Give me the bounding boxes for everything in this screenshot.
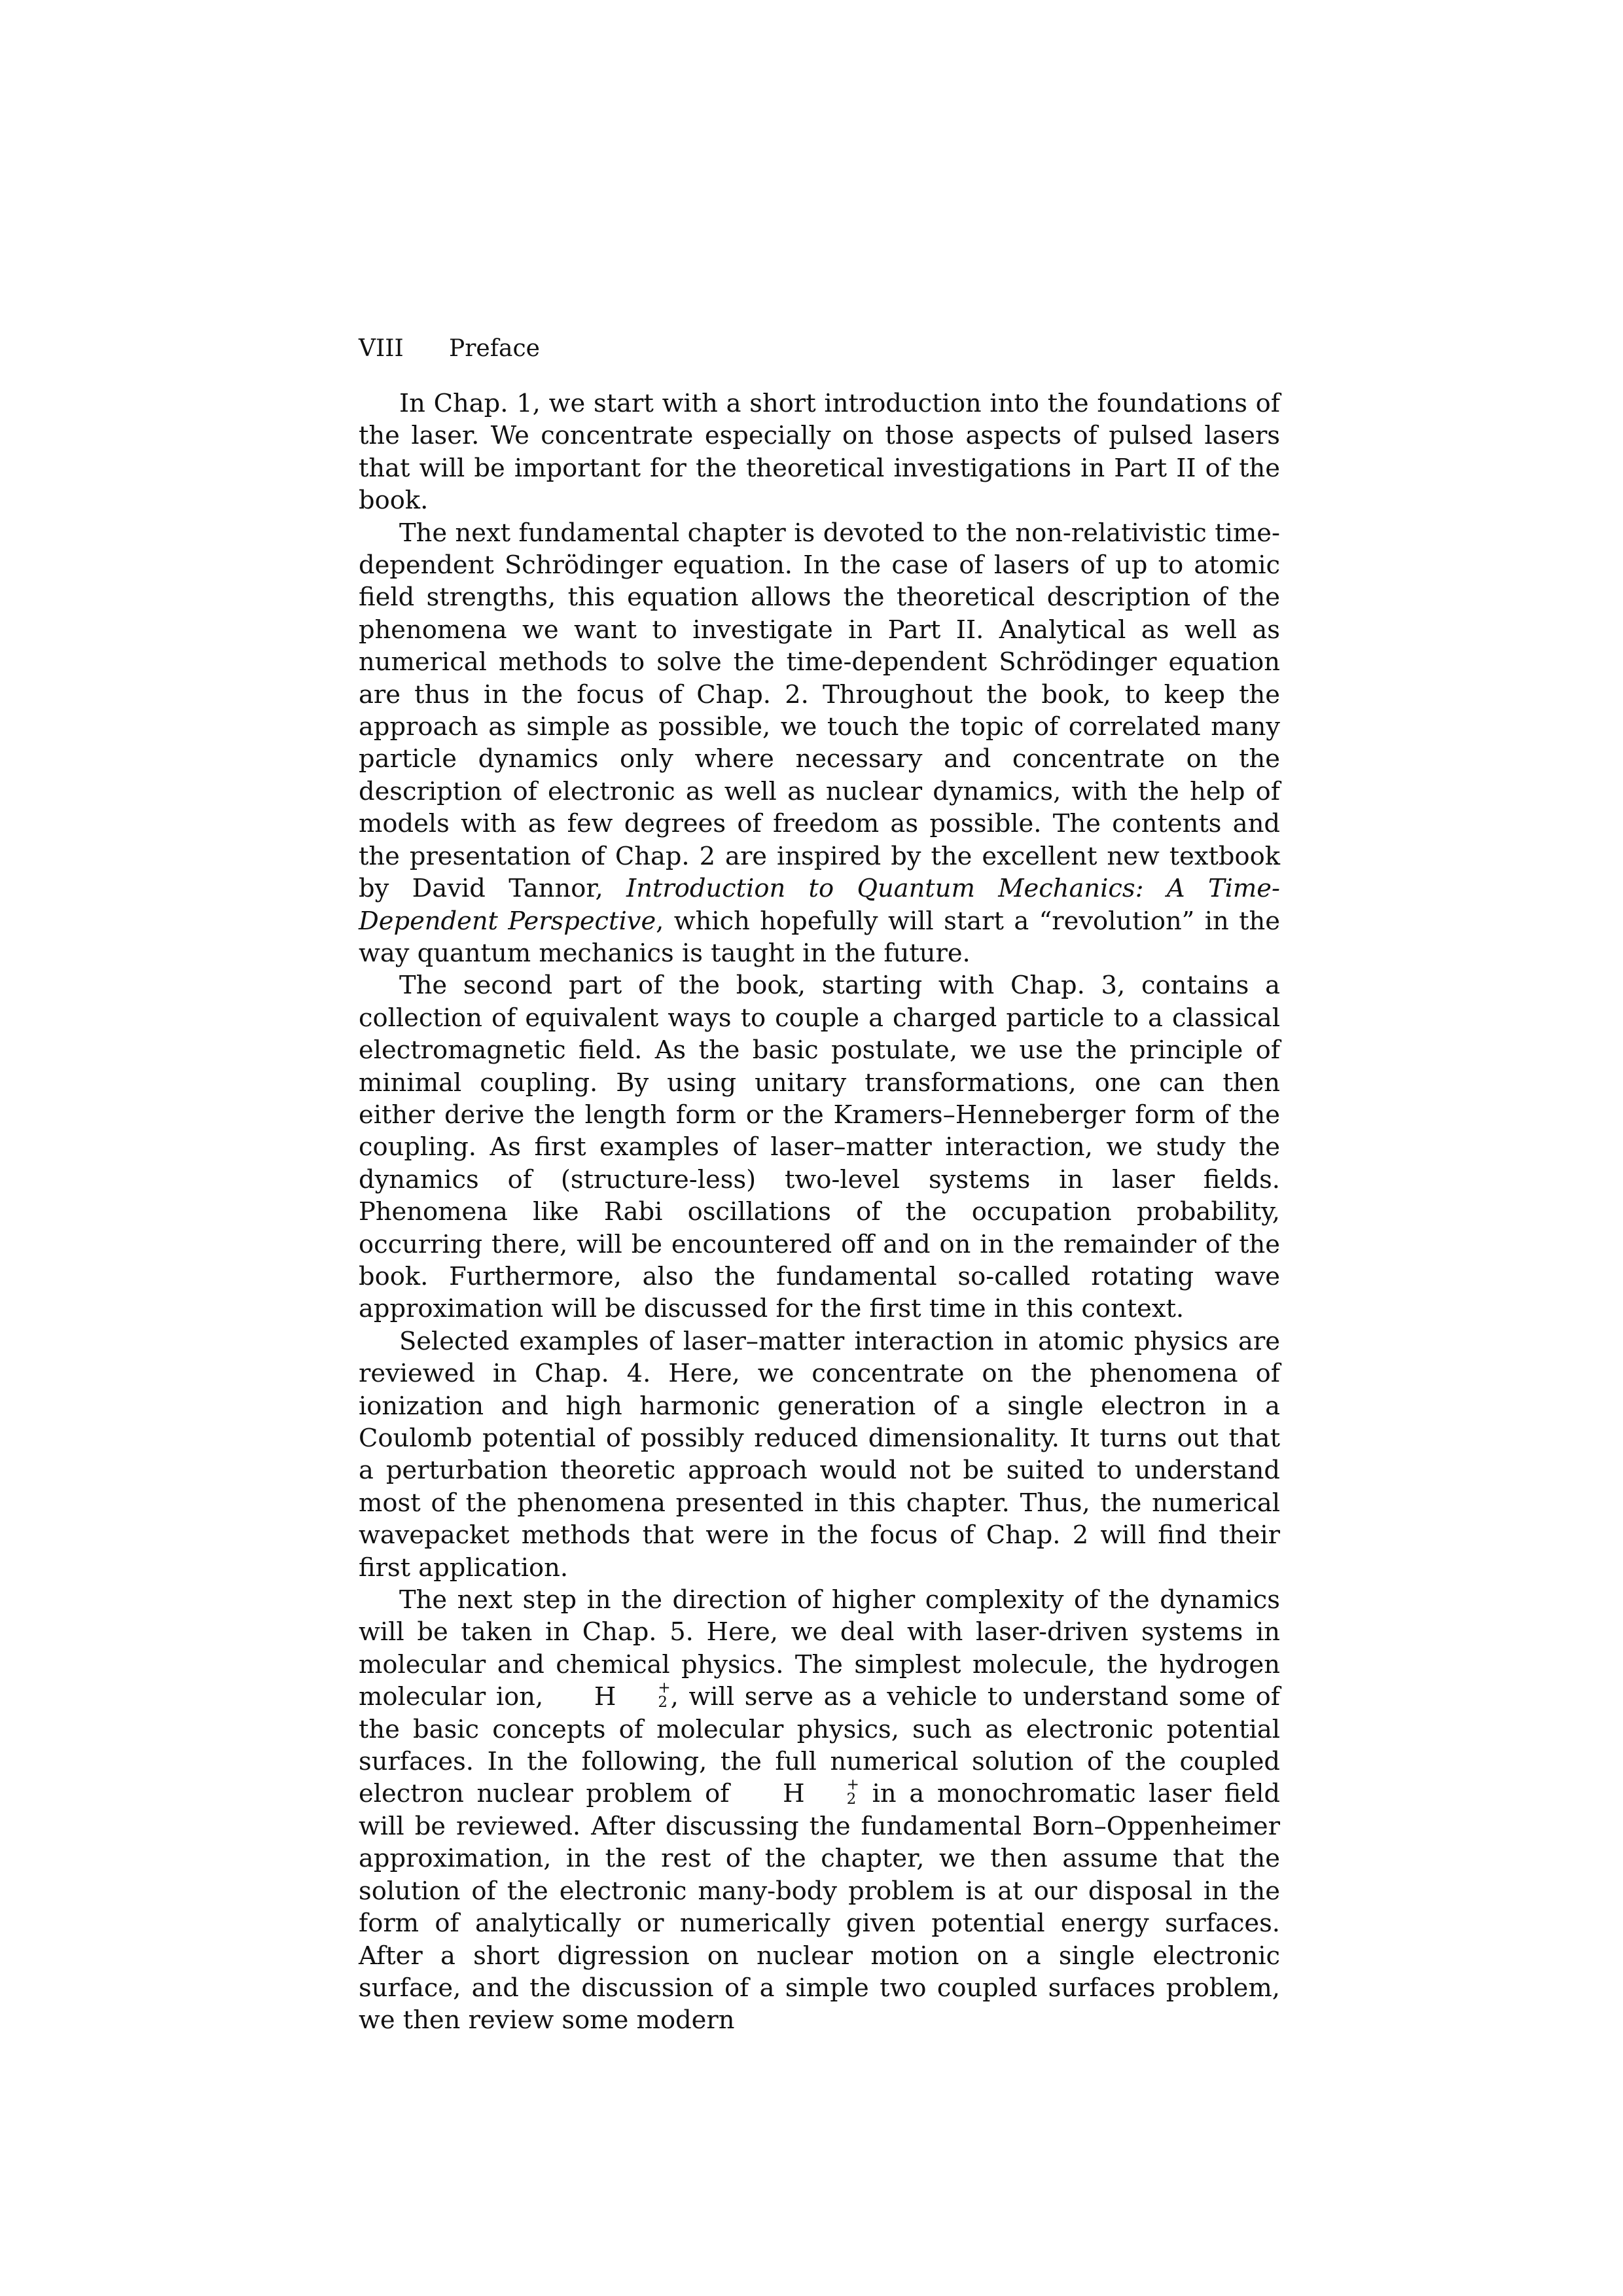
book-title: Introduction to Quantum Mechanics: A Time-Dependent Perspective: [359, 874, 1280, 936]
page-header: [359, 332, 540, 365]
paragraph-1: In Chap. 1, we start with a short introduction into the foundations of the laser. We concentrate especially on those aspects of pulsed lasers that will be important for the theoretical investigations in Part II of the book.: [359, 389, 1280, 516]
paragraph-5-text-c: in a monochromatic laser field will be reviewed. After discussing the fundamental Born–Oppenheimer approximation, in the rest of the chapter, we then assume that the solution of the electronic many-body problem is at our disposal in the form of analytically or numerically given potential energy surfaces. After a short digression on nuclear motion on a single electronic surface, and the discussion of a simple two coupled surfaces problem, we then review some modern: [359, 1779, 1280, 2036]
paragraph-5: [359, 1584, 1280, 2037]
formula-superscript: +: [658, 1679, 671, 1697]
paragraph-4: Selected examples of laser–matter interaction in atomic physics are reviewed in Chap. 4. Here, we concentrate on the phenomena of ionization and high harmonic generation of a single electron in a Coulomb potential of possibly reduced dimensionality. It turns out that a perturbation theoretic approach would not be suited to understand most of the phenomena presented in this chapter. Thus, the numerical wavepacket methods that were in the focus of Chap. 2 will find their first application.: [359, 1326, 1280, 1583]
hydrogen-ion-formula: [742, 1778, 859, 1810]
formula-subscript: 2: [846, 1791, 857, 1808]
paragraph-2-text-a: The next fundamental chapter is devoted to the non-relativistic time-dependent Schrödinger equation. In the case of lasers of up to atomic field strengths, this equation allows the theoretical description of the phenomena we want to investigate in Part II. Analytical as well as numerical methods to solve the time-dependent Schrödinger equation are thus in the focus of Chap. 2. Throughout the book, to keep the approach as simple as possible, we touch the topic of correlated many particle dynamics only where necessary and concentrate on the description of electronic as well as nuclear dynamics, with the help of models with as few degrees of freedom as possible. The contents and the presentation of Chap. 2 are inspired by the excellent new textbook by David Tannor,: [359, 518, 1280, 904]
paragraph-2-text-b: , which hopefully will start a “revolution” in the way quantum mechanics is taught in the future.: [359, 906, 1280, 968]
paragraph-2: [359, 517, 1280, 970]
formula-superscript: +: [846, 1776, 859, 1794]
page-number: VIII: [359, 335, 404, 362]
preface-body: [359, 387, 1280, 2037]
paragraph-5-text-b: , will serve as a vehicle to understand some of the basic concepts of molecular physics, such as electronic potential surfaces. In the following, the full numerical solution of the coupled electron nuclear problem of: [359, 1682, 1280, 1809]
paragraph-5-text-a: The next step in the direction of higher complexity of the dynamics will be taken in Chap. 5. Here, we deal with laser-driven systems in molecular and chemical physics. The simplest molecule, the hydrogen molecular ion,: [359, 1585, 1280, 1712]
formula-symbol: H: [783, 1779, 805, 1809]
formula-symbol: H: [594, 1682, 616, 1712]
paragraph-3: The second part of the book, starting with Chap. 3, contains a collection of equivalent ways to couple a charged particle to a classical electromagnetic field. As the basic postulate, we use the principle of minimal coupling. By using unitary transformations, one can then either derive the length form or the Kramers–Henneberger form of the coupling. As first examples of laser–matter interaction, we study the dynamics of (structure-less) two-level systems in laser fields. Phenomena like Rabi oscillations of the occupation probability, occurring there, will be encountered off and on in the remainder of the book. Furthermore, also the fundamental so-called rotating wave approximation will be discussed for the first time in this context.: [359, 971, 1280, 1324]
formula-subscript: 2: [658, 1693, 668, 1711]
hydrogen-ion-formula: [554, 1681, 671, 1713]
running-title: Preface: [449, 335, 540, 362]
